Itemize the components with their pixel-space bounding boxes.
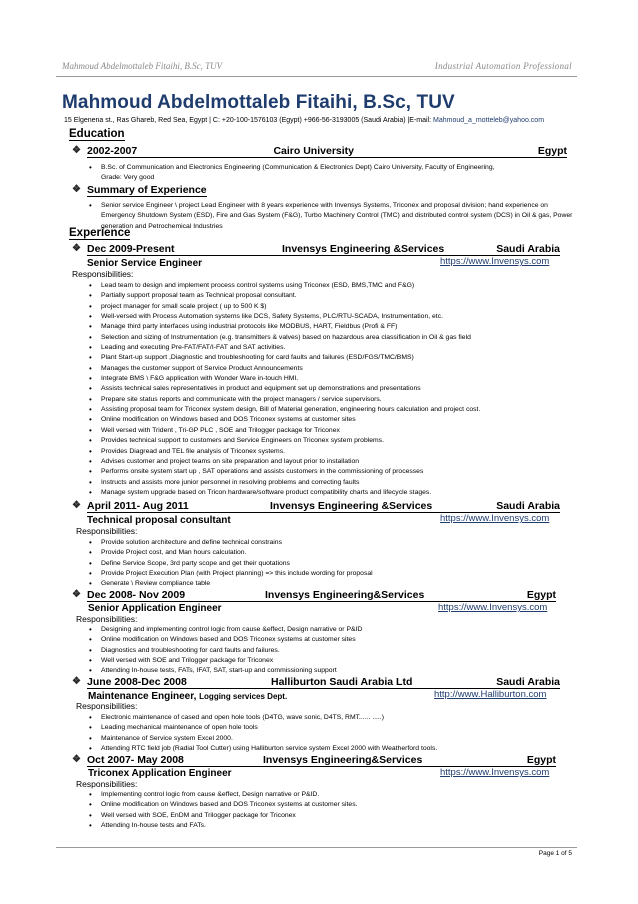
header-tagline: Industrial Automation Professional (434, 61, 572, 71)
list-item: • Provide Project Execution Plan (with Project planning) => this include wording for proposal (89, 569, 373, 579)
education-school: Cairo University (262, 145, 354, 158)
list-item: • Advises customer and project teams on site preparation and layout prior to installation (89, 457, 480, 467)
list-item: • Instructs and assists more junior personnel in resolving problems and correcting faults (89, 478, 480, 488)
list-item: • Provides technical support to customers and Service Engineers on Triconex system problems. (89, 436, 480, 446)
list-item: • Define Service Scope, 3rd party scope and get their quotations (89, 559, 373, 569)
company-link[interactable]: https://www.Invensys.com (440, 513, 550, 524)
job-period: April 2011- Aug 2011 (87, 500, 270, 513)
job-company: Invensys Engineering&Services (265, 589, 443, 602)
header-rule (56, 76, 577, 77)
job-header (72, 754, 572, 768)
list-item: • Well-versed with Process Automation systems like DCS, Safety Systems, PLC/RTU-SCADA, Instrumentation, etc. (89, 312, 480, 322)
company-link[interactable]: http://www.Halliburton.com (434, 689, 547, 700)
list-item: • Leading and executing Pre-FAT/FAT/I-FAT and SAT activities. (89, 343, 480, 353)
list-item: • Partially support proposal team as Technical proposal consultant. (89, 291, 480, 301)
job-country: Egypt (443, 589, 556, 602)
job-country: Egypt (453, 754, 556, 767)
diamond-bullet-icon: ❖ (72, 754, 81, 765)
responsibilities-label: Responsibilities: (76, 614, 138, 624)
job-bullets (89, 538, 373, 590)
diamond-bullet-icon: ❖ (72, 243, 81, 254)
list-item: • B.Sc. of Communication and Electronics Engineering (Communication & Electronics Dept) Cairo University, Faculty of Engineering, (89, 163, 495, 173)
contact-text: 15 Elgenena st., Ras Ghareb, Red Sea, Egypt | C: +20-100-1576103 (Egypt) +966-56-3193005 (Saudi Arabia) |E-mail: (64, 117, 434, 124)
list-item: • Selection and sizing of Instrumentation (e.g. transmitters & valves) based on hazardous area classification in Oil & gas field (89, 333, 480, 343)
job-title: Technical proposal consultant (87, 515, 231, 526)
education-list (89, 163, 495, 184)
job-period: June 2008-Dec 2008 (87, 676, 271, 689)
experience-heading: Experience (69, 227, 131, 239)
list-item: • Assisting proposal team for Triconex system design, Bill of Material generation, engineering hours calculation and project cost. (89, 405, 480, 415)
list-item: • Online modification on Windows based and DOS Triconex systems at customer sites. (89, 800, 358, 810)
responsibilities-label: Responsibilities: (76, 779, 138, 789)
job-country: Saudi Arabia (477, 243, 560, 256)
list-item: • Well versed with SOE and Trilogger package for Triconex (89, 656, 362, 666)
job-company: Invensys Engineering&Services (263, 754, 453, 767)
list-item: • Manage third party interfaces using industrial protocols like MODBUS, HART, Fieldbus (Profi & FF) (89, 322, 480, 332)
job-company: Invensys Engineering &Services (270, 500, 467, 513)
list-item: • Manage system upgrade based on Tricon hardware/software product compatibility charts and lifecycle stages. (89, 488, 480, 498)
list-item: • Lead team to design and implement process control systems using Triconex (ESD, BMS,TMC and F&G) (89, 281, 480, 291)
footer-rule (56, 847, 577, 848)
job-header (72, 243, 572, 257)
job-period: Dec 2008- Nov 2009 (87, 589, 265, 602)
company-link[interactable]: https://www.Invensys.com (440, 767, 550, 778)
list-item: • Well versed with SOE, EnDM and Trilogger package for Triconex (89, 811, 358, 821)
diamond-bullet-icon: ❖ (72, 145, 81, 156)
job-company: Halliburton Saudi Arabia Ltd (271, 676, 475, 689)
page-number: Page 1 of 5 (538, 850, 572, 857)
job-title: Triconex Application Engineer (88, 768, 232, 779)
job-title: Senior Application Engineer (88, 603, 222, 614)
job-bullets (89, 281, 480, 498)
list-item: • Designing and implementing control logic from cause &effect, Design narrative or P&ID (89, 625, 362, 635)
list-item: • Leading mechanical maintenance of open hole tools (89, 723, 437, 733)
summary-list (89, 201, 573, 232)
diamond-bullet-icon: ❖ (72, 589, 81, 600)
list-item: • Implementing control logic from cause &effect, Design narrative or P&ID. (89, 790, 358, 800)
list-item: • Provides Diagread and TEL file analysis of Triconex systems. (89, 447, 480, 457)
job-header (72, 500, 572, 514)
list-item: Grade: Very good (101, 174, 155, 182)
job-country: Saudi Arabia (475, 676, 560, 689)
list-item: • Online modification on Windows based and DOS Triconex systems at customer sites (89, 415, 480, 425)
list-item: • Integrate BMS \ F&G application with Wonder Ware in-touch HMI. (89, 374, 480, 384)
candidate-name: Mahmoud Abdelmottaleb Fitaihi, B.Sc, TUV (62, 92, 455, 113)
job-header (72, 676, 572, 690)
job-header (72, 589, 572, 603)
diamond-bullet-icon: ❖ (72, 500, 81, 511)
company-link[interactable]: https://www.Invensys.com (438, 602, 548, 613)
responsibilities-label: Responsibilities: (76, 526, 138, 536)
list-item: • Maintenance of Service system Excel 2000. (89, 734, 437, 744)
list-item: • Manages the customer support of Service Product Announcements (89, 364, 480, 374)
job-country: Saudi Arabia (467, 500, 560, 513)
contact-line (64, 117, 544, 124)
summary-heading-line (72, 184, 572, 198)
list-item: • Provide solution architecture and define technical constrains (89, 538, 373, 548)
responsibilities-label: Responsibilities: (76, 701, 138, 711)
list-item: • Attending In-house tests and FATs. (89, 821, 358, 831)
job-period: Dec 2009-Present (87, 243, 282, 256)
education-heading: Education (69, 128, 125, 140)
summary-heading: Summary of Experience (87, 184, 207, 196)
list-item: • Electronic maintenance of cased and open hole tools (D4TG, wave sonic, D4TS, RMT...... .....) (89, 713, 437, 723)
job-period: Oct 2007- May 2008 (87, 754, 263, 767)
list-item: • Attending In-house tests, FATs, IFAT, SAT, start-up and commissioning support (89, 666, 362, 676)
list-item: • Well versed with Trident , Tri-GP PLC , SOE and Trilogger package for Triconex (89, 426, 480, 436)
diamond-bullet-icon: ❖ (72, 184, 81, 195)
list-item: • Online modification on Windows based and DOS Triconex systems at customer sites (89, 635, 362, 645)
education-period: 2002-2007 (87, 145, 262, 158)
list-item: • project manager for small scale project ( up to 500 K $) (89, 302, 480, 312)
list-item: • Generate \ Review compliance table (89, 579, 373, 589)
education-line (72, 145, 572, 159)
header-name: Mahmoud Abdelmottaleb Fitaihi, B.Sc, TUV (62, 61, 223, 71)
job-title: Senior Service Engineer (87, 258, 203, 269)
job-bullets (89, 790, 358, 831)
list-item: • Prepare site status reports and communicate with the project managers / service supervisors. (89, 395, 480, 405)
diamond-bullet-icon: ❖ (72, 676, 81, 687)
list-item: • Diagnostics and troubleshooting for card faults and failures. (89, 646, 362, 656)
page-header (62, 60, 576, 74)
job-title-dept: Logging services Dept. (199, 692, 288, 701)
email-link[interactable]: Mahmoud_a_motteleb@yahoo.com (433, 117, 545, 124)
company-link[interactable]: https://www.Invensys.com (440, 256, 550, 267)
list-item: • Provide Project cost, and Man hours calculation. (89, 548, 373, 558)
list-item: • Assists technical sales representatives in product and equipment set up demonstrations and presentations (89, 384, 480, 394)
job-company: Invensys Engineering &Services (282, 243, 477, 256)
list-item: • Performs onsite system start up , SAT operations and assists customers in the commissioning of processes (89, 467, 480, 477)
list-item: • Senior service Engineer \ project Lead Engineer with 8 years experience with Invensys Systems, Triconex and proposal division; hand experience on Emergency Shutdown System (ESD), Fire and Gas System (F&G), Turbo Machinery Control (TMC) and distributed control system (DCS) in Oil & gas, Power generation and Petrochemical Industries (89, 201, 573, 232)
list-item: • Plant Start-up support ,Diagnostic and troubleshooting for card faults and failures (ESD/FGS/TMC/BMS) (89, 353, 480, 363)
job-bullets (89, 625, 362, 677)
list-item: • Attending RTC field job (Radial Tool Cutter) using Halliburton service system Excel 2000 with Weatherford tools. (89, 744, 437, 754)
education-country: Egypt (354, 145, 567, 158)
job-title-main: Maintenance Engineer, (88, 691, 197, 702)
responsibilities-label: Responsibilities: (72, 269, 134, 279)
job-bullets (89, 713, 437, 754)
